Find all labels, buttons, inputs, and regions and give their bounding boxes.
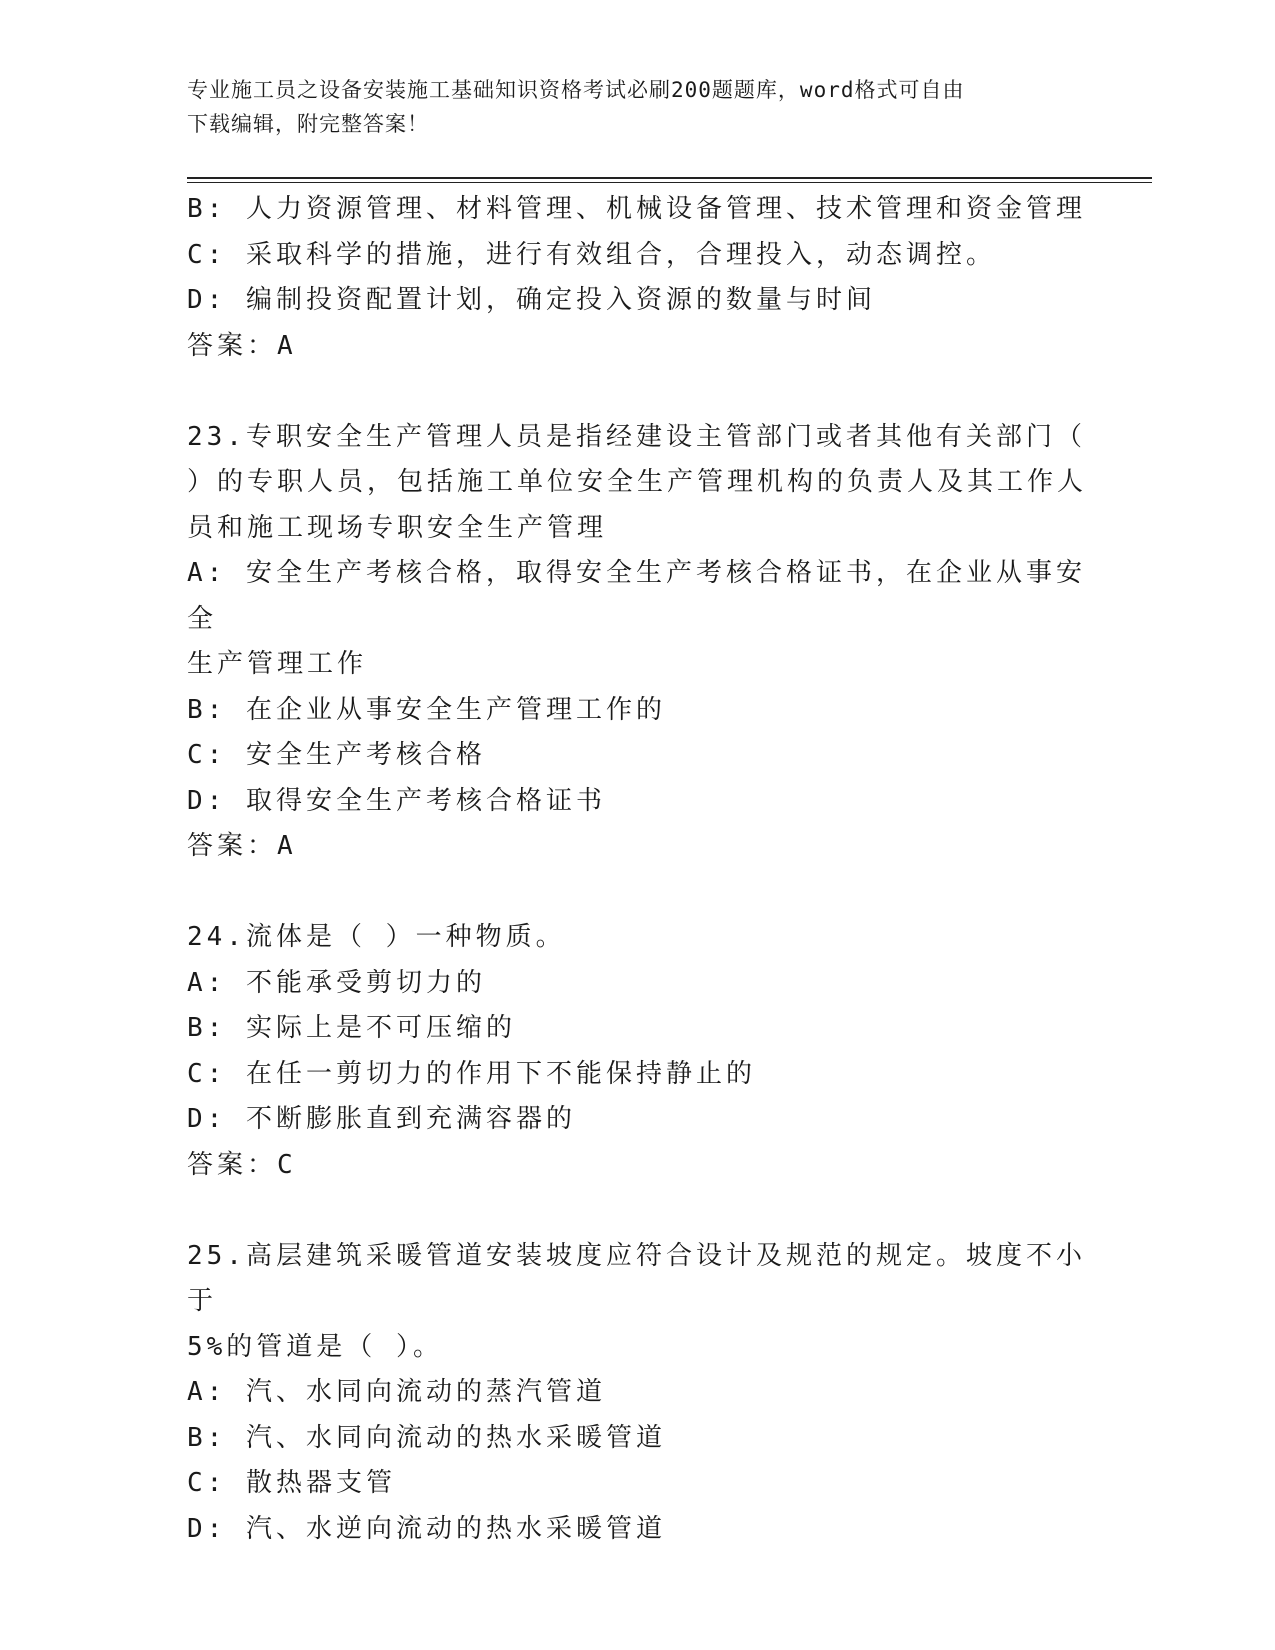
question-stem: ）的专职人员，包括施工单位安全生产管理机构的负责人及其工作人 — [187, 467, 1088, 497]
spacer — [187, 870, 1087, 916]
spacer — [187, 369, 1087, 415]
document-header — [187, 73, 1067, 141]
option-a-continued: 生产管理工作 — [187, 649, 368, 679]
option-a: A: 不能承受剪切力的 — [187, 967, 486, 998]
question-stem: 24.流体是（ ）一种物质。 — [187, 922, 566, 952]
question-22 — [187, 187, 1087, 369]
option-c: C: 在任一剪切力的作用下不能保持静止的 — [187, 1058, 756, 1089]
option-b: B: 人力资源管理、材料管理、机械设备管理、技术管理和资金管理 — [187, 194, 1086, 224]
option-d: D: 汽、水逆向流动的热水采暖管道 — [187, 1513, 666, 1544]
option-c: C: 采取科学的措施，进行有效组合，合理投入，动态调控。 — [187, 239, 996, 270]
answer: 答案：A — [187, 831, 297, 861]
option-b: B: 实际上是不可压缩的 — [187, 1013, 516, 1043]
question-stem: 25.高层建筑采暖管道安装坡度应符合设计及规范的规定。坡度不小于 — [187, 1240, 1086, 1316]
spacer — [187, 1188, 1087, 1234]
header-line-1: 专业施工员之设备安装施工基础知识资格考试必刷200题题库，word格式可自由 — [187, 78, 965, 102]
header-line-2: 下载编辑，附完整答案！ — [187, 112, 429, 136]
option-d: D: 取得安全生产考核合格证书 — [187, 785, 606, 816]
option-a: A: 汽、水同向流动的蒸汽管道 — [187, 1377, 606, 1407]
option-a: A: 安全生产考核合格，取得安全生产考核合格证书，在企业从事安全 — [187, 558, 1086, 634]
question-23 — [187, 415, 1087, 870]
answer: 答案：C — [187, 1149, 297, 1180]
option-c: C: 散热器支管 — [187, 1468, 396, 1498]
option-b: B: 汽、水同向流动的热水采暖管道 — [187, 1422, 666, 1453]
answer: 答案：A — [187, 330, 297, 361]
question-stem: 5%的管道是（ ）。 — [187, 1331, 443, 1362]
question-24 — [187, 915, 1087, 1188]
header-divider — [187, 177, 1152, 183]
option-b: B: 在企业从事安全生产管理工作的 — [187, 694, 666, 725]
question-stem: 23.专职安全生产管理人员是指经建设主管部门或者其他有关部门（ — [187, 421, 1086, 452]
option-d: D: 编制投资配置计划，确定投入资源的数量与时间 — [187, 285, 876, 315]
option-d: D: 不断膨胀直到充满容器的 — [187, 1104, 576, 1134]
option-c: C: 安全生产考核合格 — [187, 740, 486, 770]
question-stem: 员和施工现场专职安全生产管理 — [187, 512, 608, 543]
question-25 — [187, 1234, 1087, 1553]
question-list — [187, 187, 1087, 1552]
